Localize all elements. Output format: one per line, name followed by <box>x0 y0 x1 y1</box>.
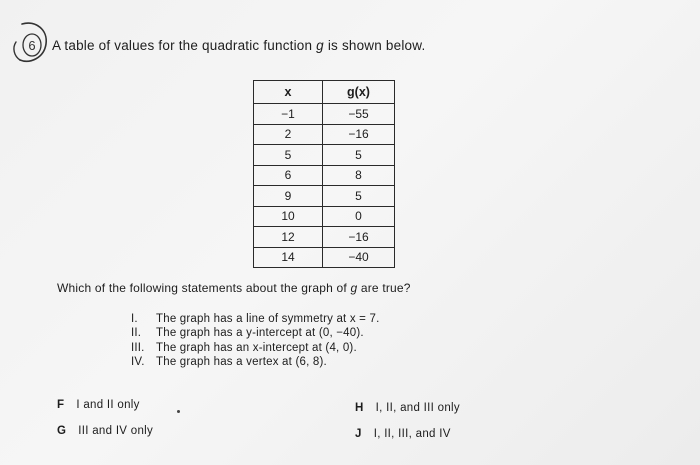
x-value: 10 <box>254 206 323 227</box>
x-value: 5 <box>254 145 323 166</box>
statement-item <box>131 355 380 369</box>
statement-item <box>131 326 380 340</box>
table-row <box>254 165 395 186</box>
problem-number: 6 <box>28 38 36 53</box>
values-table <box>253 80 395 268</box>
statement-item <box>131 341 380 355</box>
prompt-text-before: A table of values for the quadratic function <box>52 38 317 53</box>
x-value: −1 <box>254 104 323 125</box>
g-value: −40 <box>323 247 395 268</box>
answer-choice-j[interactable] <box>355 428 451 440</box>
x-value: 12 <box>254 227 323 248</box>
table-row <box>254 227 395 248</box>
table-row <box>254 104 395 125</box>
problem-prompt <box>52 38 425 53</box>
statement-number: I. <box>131 313 138 325</box>
x-value: 6 <box>254 165 323 186</box>
g-value: 0 <box>323 206 395 227</box>
question-text-before: Which of the following statements about the graph of <box>57 281 351 295</box>
choice-letter: F <box>57 399 65 411</box>
choice-letter: G <box>57 425 67 437</box>
choice-letter: H <box>355 402 364 414</box>
table-row <box>254 145 395 166</box>
column-header-x: x <box>254 81 323 104</box>
choice-text: III and IV only <box>78 425 154 437</box>
g-value: 5 <box>323 186 395 207</box>
column-header-gx: g(x) <box>323 81 395 104</box>
g-value: −16 <box>323 124 395 145</box>
stray-pen-mark <box>177 410 180 413</box>
table-row <box>254 206 395 227</box>
statement-text: The graph has a line of symmetry at x = 7. <box>156 313 380 325</box>
choice-text: I and II only <box>76 399 140 411</box>
statement-number: II. <box>131 327 142 340</box>
choice-text: I, II, and III only <box>375 402 460 414</box>
question-text <box>57 281 411 295</box>
answer-choice-g[interactable] <box>57 425 153 437</box>
choice-text: I, II, III, and IV <box>373 428 451 440</box>
statement-item <box>131 312 380 326</box>
statement-text: The graph has an x-intercept at (4, 0). <box>156 341 357 354</box>
prompt-text-after: is shown below. <box>323 38 426 53</box>
table-row <box>254 247 395 268</box>
answer-choice-f[interactable] <box>57 399 140 411</box>
table-row <box>254 186 395 207</box>
statement-text: The graph has a y-intercept at (0, −40). <box>156 327 364 340</box>
x-value: 9 <box>254 186 323 207</box>
g-value: 8 <box>323 165 395 186</box>
x-value: 2 <box>254 124 323 145</box>
table-row <box>254 124 395 145</box>
prompt-variable: g <box>316 38 324 53</box>
statement-list <box>131 312 380 369</box>
question-text-after: are true? <box>357 281 411 295</box>
statement-text: The graph has a vertex at (6, 8). <box>156 355 327 368</box>
g-value: −55 <box>323 104 395 125</box>
g-value: −16 <box>323 227 395 248</box>
table-header-row <box>254 81 395 104</box>
answer-choice-h[interactable] <box>355 402 460 414</box>
choice-letter: J <box>355 428 362 440</box>
circled-problem-number-icon <box>6 18 54 70</box>
x-value: 14 <box>254 247 323 268</box>
question-variable: g <box>350 281 358 295</box>
statement-number: III. <box>131 341 145 354</box>
g-value: 5 <box>323 145 395 166</box>
statement-number: IV. <box>131 355 145 368</box>
